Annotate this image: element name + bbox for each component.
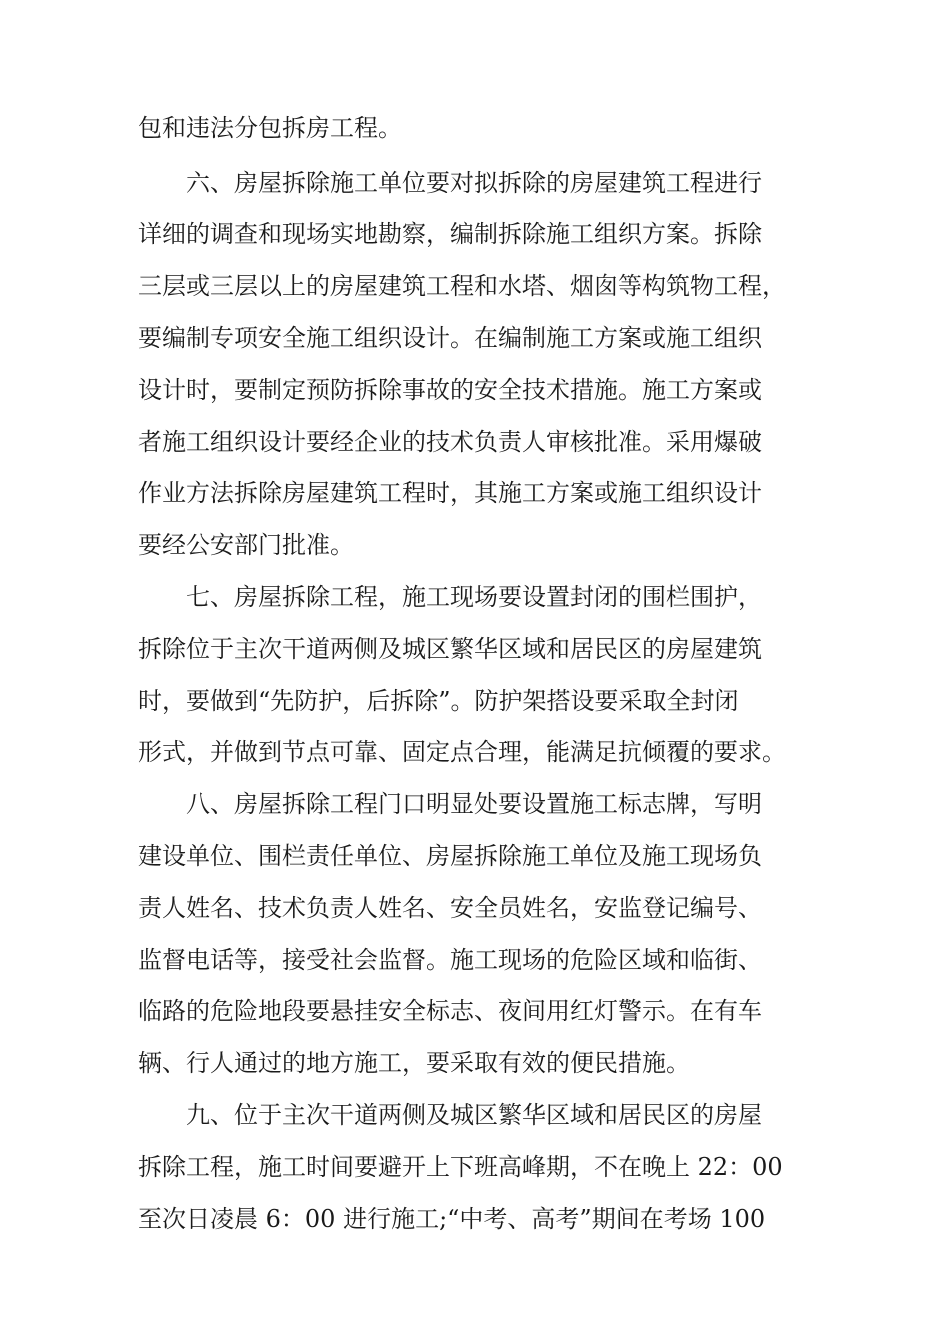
text-line: 建设单位、围栏责任单位、房屋拆除施工单位及施工现场负	[138, 842, 762, 870]
text-line: 包和违法分包拆房工程。	[138, 114, 402, 142]
text-line: 要编制专项安全施工组织设计。在编制施工方案或施工组织	[138, 324, 762, 352]
text-line: 至次日凌晨 6：00 进行施工;“中考、高考”期间在考场 100	[138, 1205, 766, 1233]
text-line: 形式，并做到节点可靠、固定点合理，能满足抗倾覆的要求。	[138, 738, 786, 766]
text-line: 拆除位于主次干道两侧及城区繁华区域和居民区的房屋建筑	[138, 635, 762, 663]
paragraph-seven-start: 七、房屋拆除工程，施工现场要设置封闭的围栏围护，	[186, 583, 762, 611]
text-line: 临路的危险地段要悬挂安全标志、夜间用红灯警示。在有车	[138, 997, 762, 1025]
paragraph-six-start: 六、房屋拆除施工单位要对拟拆除的房屋建筑工程进行	[186, 169, 762, 197]
text-line: 者施工组织设计要经企业的技术负责人审核批准。采用爆破	[138, 428, 762, 456]
text-line: 时，要做到“先防护，后拆除”。防护架搭设要采取全封闭	[138, 687, 739, 715]
text-line: 监督电话等，接受社会监督。施工现场的危险区域和临街、	[138, 946, 762, 974]
text-line: 辆、行人通过的地方施工，要采取有效的便民措施。	[138, 1049, 690, 1077]
text-line: 详细的调查和现场实地勘察，编制拆除施工组织方案。拆除	[138, 220, 762, 248]
text-line: 要经公安部门批准。	[138, 531, 354, 559]
text-line: 拆除工程，施工时间要避开上下班高峰期，不在晚上 22：00	[138, 1153, 783, 1181]
paragraph-nine-start: 九、位于主次干道两侧及城区繁华区域和居民区的房屋	[186, 1101, 762, 1129]
text-line: 作业方法拆除房屋建筑工程时，其施工方案或施工组织设计	[138, 479, 762, 507]
text-line: 设计时，要制定预防拆除事故的安全技术措施。施工方案或	[138, 376, 762, 404]
text-line: 三层或三层以上的房屋建筑工程和水塔、烟囱等构筑物工程，	[138, 272, 786, 300]
paragraph-eight-start: 八、房屋拆除工程门口明显处要设置施工标志牌，写明	[186, 790, 762, 818]
text-line: 责人姓名、技术负责人姓名、安全员姓名，安监登记编号、	[138, 894, 762, 922]
